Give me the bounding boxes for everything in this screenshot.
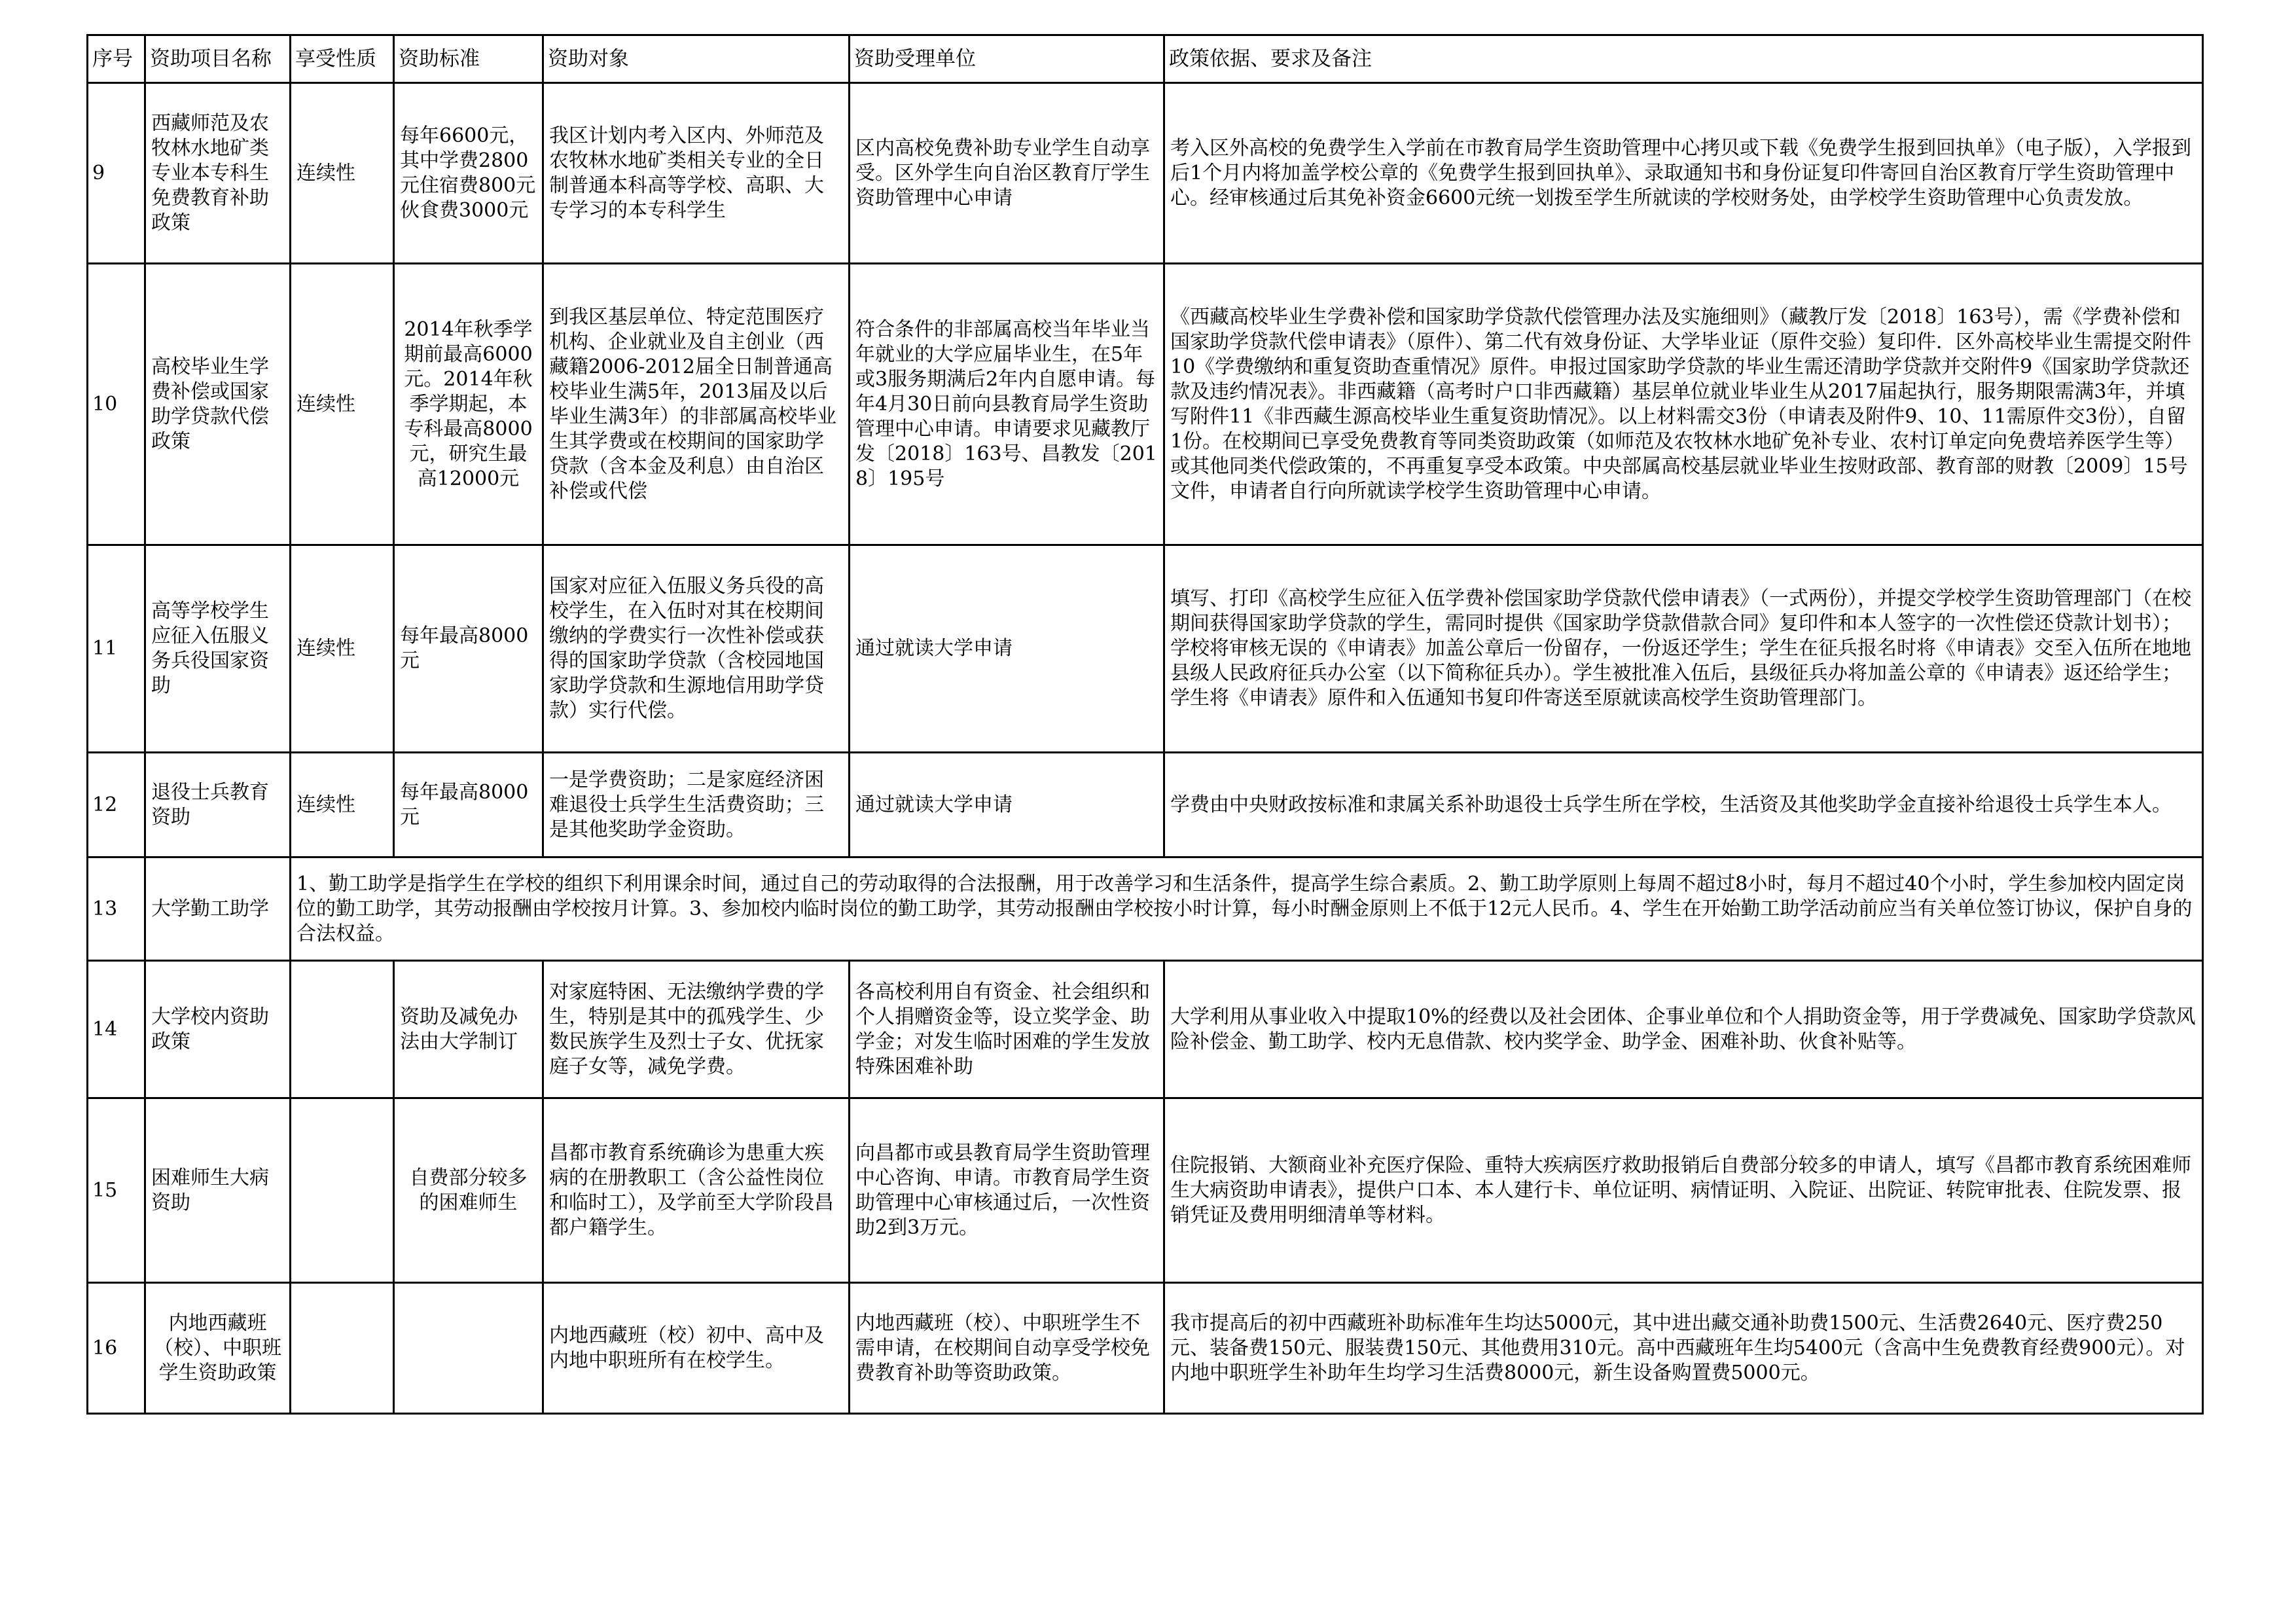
cell-project-name: 大学勤工助学: [145, 857, 291, 961]
cell-project-name: 困难师生大病资助: [145, 1098, 291, 1283]
header-unit: 资助受理单位: [850, 35, 1164, 83]
table-row: [88, 83, 2203, 264]
cell-nature: 连续性: [291, 753, 394, 857]
cell-seq: 14: [88, 961, 145, 1098]
cell-target: 我区计划内考入区内、外师范及农牧林水地矿类相关专业的全日制普通本科高等学校、高职、大专学习的本专科学生: [543, 83, 850, 264]
table-row: [88, 857, 2203, 961]
table-row: [88, 545, 2203, 753]
cell-target: 昌都市教育系统确诊为患重大疾病的在册教职工（含公益性岗位和临时工），及学前至大学阶段昌都户籍学生。: [543, 1098, 850, 1283]
cell-seq: 15: [88, 1098, 145, 1283]
cell-project-name: 大学校内资助政策: [145, 961, 291, 1098]
cell-seq: 16: [88, 1283, 145, 1414]
header-nature: 享受性质: [291, 35, 394, 83]
cell-unit: 通过就读大学申请: [850, 545, 1164, 753]
cell-standard: 每年最高8000元: [394, 545, 543, 753]
cell-basis: 我市提高后的初中西藏班补助标准年生均达5000元，其中进出藏交通补助费1500元、生活费2640元、医疗费250元、装备费150元、服装费150元、其他费用310元。高中西藏班年生均5400元（含高中生免费教育经费900元）。对内地中职班学生补助年生均学习生活费8000元，新生设备购置费5000元。: [1164, 1283, 2203, 1414]
cell-seq: 12: [88, 753, 145, 857]
cell-standard: 每年最高8000元: [394, 753, 543, 857]
cell-basis: 《西藏高校毕业生学费补偿和国家助学贷款代偿管理办法及实施细则》（藏教厅发〔2018〕163号），需《学费补偿和国家助学贷款代偿申请表》（原件）、第二代有效身份证、大学毕业证（原件交验）复印件．区外高校毕业生需提交附件10《学费缴纳和重复资助查重情况》原件。申报过国家助学贷款的毕业生需还清助学贷款并交附件9《国家助学贷款还款及违约情况表》。非西藏籍（高考时户口非西藏籍）基层单位就业毕业生从2017届起执行，服务期限需满3年，并填写附件11《非西藏生源高校毕业生重复资助情况》。以上材料需交3份（申请表及附件9、10、11需原件交3份），自留1份。在校期间已享受免费教育等同类资助政策（如师范及农牧林水地矿免补专业、农村订单定向免费培养医学生等）或其他同类代偿政策的，不再重复享受本政策。中央部属高校基层就业毕业生按财政部、教育部的财教〔2009〕15号文件，申请者自行向所就读学校学生资助管理中心申请。: [1164, 264, 2203, 545]
cell-nature: 连续性: [291, 264, 394, 545]
cell-nature: [291, 1283, 394, 1414]
table-row: [88, 1098, 2203, 1283]
cell-unit: 符合条件的非部属高校当年毕业当年就业的大学应届毕业生，在5年或3服务期满后2年内自愿申请。每年4月30日前向县教育局学生资助管理中心申请。申请要求见藏教厅发〔2018〕163号、昌教发〔2018〕195号: [850, 264, 1164, 545]
cell-seq: 10: [88, 264, 145, 545]
cell-nature: [291, 1098, 394, 1283]
cell-nature: [291, 961, 394, 1098]
cell-standard: [394, 1283, 543, 1414]
table-row: [88, 264, 2203, 545]
table-header-row: [88, 35, 2203, 83]
cell-unit: 区内高校免费补助专业学生自动享受。区外学生向自治区教育厅学生资助管理中心申请: [850, 83, 1164, 264]
table-row: [88, 753, 2203, 857]
cell-standard: 资助及减免办法由大学制订: [394, 961, 543, 1098]
header-seq: 序号: [88, 35, 145, 83]
cell-basis: 大学利用从事业收入中提取10%的经费以及社会团体、企事业单位和个人捐助资金等，用于学费减免、国家助学贷款风险补偿金、勤工助学、校内无息借款、校内奖学金、助学金、困难补助、伙食补贴等。: [1164, 961, 2203, 1098]
cell-basis: 学费由中央财政按标准和隶属关系补助退役士兵学生所在学校，生活资及其他奖助学金直接补给退役士兵学生本人。: [1164, 753, 2203, 857]
policy-table: [86, 34, 2204, 1415]
cell-seq: 11: [88, 545, 145, 753]
header-standard: 资助标准: [394, 35, 543, 83]
cell-unit: 各高校利用自有资金、社会组织和个人捐赠资金等，设立奖学金、助学金；对发生临时困难的学生发放特殊困难补助: [850, 961, 1164, 1098]
cell-target: 到我区基层单位、特定范围医疗机构、企业就业及自主创业（西藏籍2006-2012届全日制普通高校毕业生满5年，2013届及以后毕业生满3年）的非部属高校毕业生其学费或在校期间的国家助学贷款（含本金及利息）由自治区补偿或代偿: [543, 264, 850, 545]
cell-nature: 连续性: [291, 545, 394, 753]
header-target: 资助对象: [543, 35, 850, 83]
cell-standard: 每年6600元，其中学费2800元住宿费800元伙食费3000元: [394, 83, 543, 264]
header-basis: 政策依据、要求及备注: [1164, 35, 2203, 83]
cell-basis: 考入区外高校的免费学生入学前在市教育局学生资助管理中心拷贝或下载《免费学生报到回执单》（电子版），入学报到后1个月内将加盖学校公章的《免费学生报到回执单》、录取通知书和身份证复印件寄回自治区教育厅学生资助管理中心。经审核通过后其免补资金6600元统一划拨至学生所就读的学校财务处，由学校学生资助管理中心负责发放。: [1164, 83, 2203, 264]
cell-target: 国家对应征入伍服义务兵役的高校学生，在入伍时对其在校期间缴纳的学费实行一次性补偿或获得的国家助学贷款（含校园地国家助学贷款和生源地信用助学贷款）实行代偿。: [543, 545, 850, 753]
cell-project-name: 高等学校学生应征入伍服义务兵役国家资助: [145, 545, 291, 753]
cell-unit: 内地西藏班（校）、中职班学生不需申请，在校期间自动享受学校免费教育补助等资助政策。: [850, 1283, 1164, 1414]
cell-standard: 2014年秋季学期前最高6000元。2014年秋季学期起，本专科最高8000元，研究生最高12000元: [394, 264, 543, 545]
cell-target: 一是学费资助；二是家庭经济困难退役士兵学生生活费资助；三是其他奖助学金资助。: [543, 753, 850, 857]
cell-basis: 填写、打印《高校学生应征入伍学费补偿国家助学贷款代偿申请表》（一式两份），并提交学校学生资助管理部门（在校期间获得国家助学贷款的学生，需同时提供《国家助学贷款借款合同》复印件和本人签字的一次性偿还贷款计划书）；学校将审核无误的《申请表》加盖公章后一份留存，一份返还学生；学生在征兵报名时将《申请表》交至入伍所在地地县级人民政府征兵办公室（以下简称征兵办）。学生被批准入伍后，县级征兵办将加盖公章的《申请表》返还给学生；学生将《申请表》原件和入伍通知书复印件寄送至原就读高校学生资助管理部门。: [1164, 545, 2203, 753]
cell-unit: 向昌都市或县教育局学生资助管理中心咨询、申请。市教育局学生资助管理中心审核通过后，一次性资助2到3万元。: [850, 1098, 1164, 1283]
cell-standard: 自费部分较多的困难师生: [394, 1098, 543, 1283]
cell-project-name: 退役士兵教育资助: [145, 753, 291, 857]
header-project-name: 资助项目名称: [145, 35, 291, 83]
cell-merged-description: 1、勤工助学是指学生在学校的组织下利用课余时间，通过自己的劳动取得的合法报酬，用于改善学习和生活条件，提高学生综合素质。2、勤工助学原则上每周不超过8小时，每月不超过40个小时，学生参加校内固定岗位的勤工助学，其劳动报酬由学校按月计算。3、参加校内临时岗位的勤工助学，其劳动报酬由学校按小时计算，每小时酬金原则上不低于12元人民币。4、学生在开始勤工助学活动前应当有关单位签订协议，保护自身的合法权益。: [291, 857, 2203, 961]
cell-project-name: 内地西藏班（校）、中职班学生资助政策: [145, 1283, 291, 1414]
table-row: [88, 961, 2203, 1098]
cell-project-name: 西藏师范及农牧林水地矿类专业本专科生免费教育补助政策: [145, 83, 291, 264]
cell-project-name: 高校毕业生学费补偿或国家助学贷款代偿政策: [145, 264, 291, 545]
table-row: [88, 1283, 2203, 1414]
cell-target: 内地西藏班（校）初中、高中及内地中职班所有在校学生。: [543, 1283, 850, 1414]
cell-seq: 13: [88, 857, 145, 961]
cell-nature: 连续性: [291, 83, 394, 264]
cell-seq: 9: [88, 83, 145, 264]
cell-unit: 通过就读大学申请: [850, 753, 1164, 857]
cell-target: 对家庭特困、无法缴纳学费的学生，特别是其中的孤残学生、少数民族学生及烈士子女、优抚家庭子女等，减免学费。: [543, 961, 850, 1098]
cell-basis: 住院报销、大额商业补充医疗保险、重特大疾病医疗救助报销后自费部分较多的申请人，填写《昌都市教育系统困难师生大病资助申请表》，提供户口本、本人建行卡、单位证明、病情证明、入院证、出院证、转院审批表、住院发票、报销凭证及费用明细清单等材料。: [1164, 1098, 2203, 1283]
